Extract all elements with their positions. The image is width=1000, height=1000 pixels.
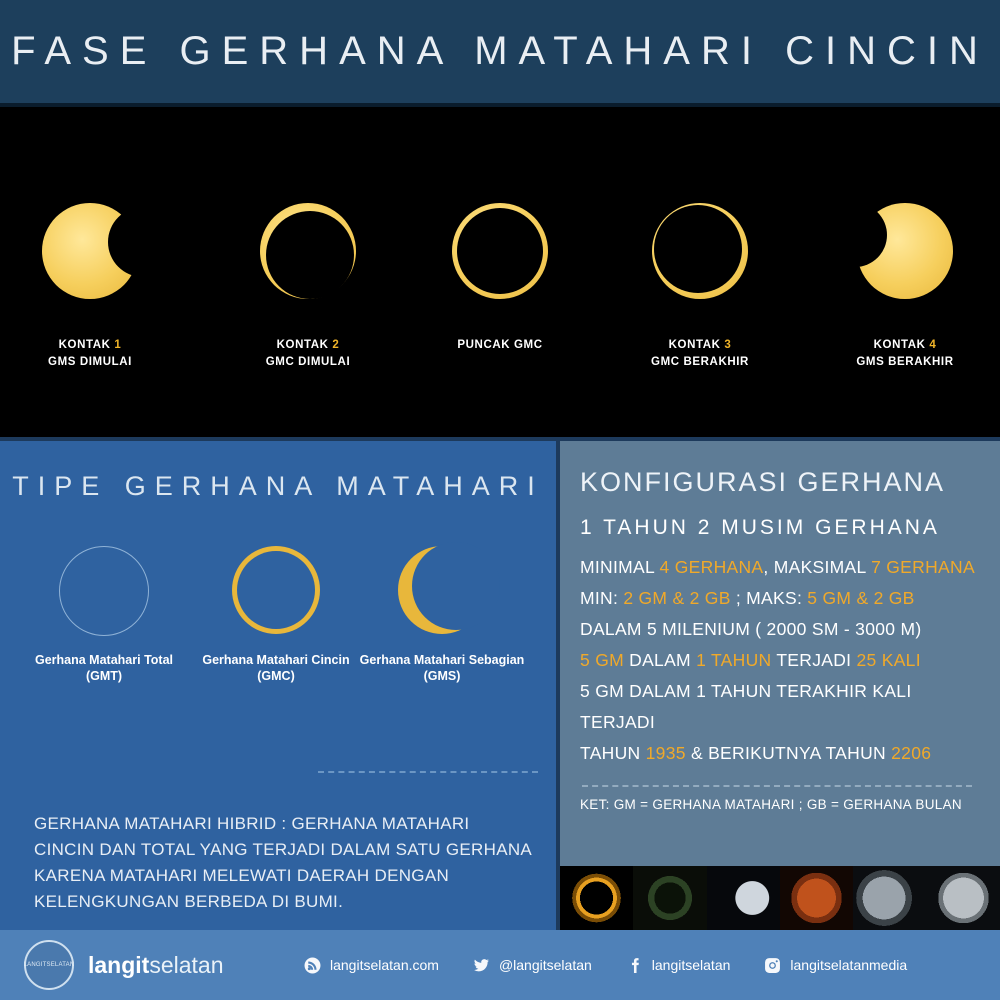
moon-disc-icon <box>457 208 543 294</box>
phase-5-label: KONTAK 4 GMS BERAKHIR <box>856 339 954 368</box>
photo-lunar-eclipse-partial <box>853 866 926 930</box>
type-annular-label: Gerhana Matahari Cincin <box>202 653 350 667</box>
langitselatan-seal-icon: LANGITSELATAN <box>24 940 74 990</box>
social-link-twitter[interactable] <box>473 957 592 974</box>
eclipse-photo-strip <box>560 866 1000 930</box>
photo-partial-eclipse <box>707 866 780 930</box>
social-links <box>304 957 907 974</box>
legend-note: KET: GM = GERHANA MATAHARI ; GB = GERHANA BULAN <box>580 797 962 812</box>
eclipse-types-list <box>0 542 556 712</box>
configuration-facts <box>580 516 984 812</box>
moon-disc-icon <box>108 207 178 277</box>
eclipse-types-title: TIPE GERHANA MATAHARI <box>12 471 544 501</box>
type-partial-label: Gerhana Matahari Sebagian <box>359 653 525 667</box>
phase-kontak-2 <box>208 203 408 371</box>
config-line-6: 5 GM DALAM 1 TAHUN TERAKHIR KALI TERJADI <box>580 681 912 732</box>
phase-1-graphic <box>0 203 190 323</box>
photo-total-eclipse-corona <box>633 866 706 930</box>
type-annular: Gerhana Matahari Cincin (GMC) <box>186 542 366 684</box>
social-label-twitter: @langitselatan <box>498 957 592 973</box>
phase-4-label: KONTAK 3 GMC BERAKHIR <box>651 339 749 368</box>
phase-kontak-1 <box>0 203 190 371</box>
phase-3-label: PUNCAK GMC <box>457 339 543 351</box>
moon-disc-icon <box>823 203 887 267</box>
config-line-4: DALAM 5 MILENIUM ( 2000 SM - 3000 M) <box>580 619 922 639</box>
phase-puncak <box>400 203 600 354</box>
eclipse-configuration-panel <box>560 441 1000 930</box>
footer <box>0 930 1000 1000</box>
phase-5-graphic <box>805 203 1000 323</box>
social-label-website: langitselatan.com <box>330 957 439 973</box>
config-line-1: 1 TAHUN 2 MUSIM GERHANA <box>580 516 940 539</box>
header <box>0 0 1000 107</box>
type-total-label: Gerhana Matahari Total <box>35 653 173 667</box>
twitter-icon <box>473 957 490 974</box>
social-link-instagram[interactable] <box>764 957 907 974</box>
type-partial: Gerhana Matahari Sebagian (GMS) <box>352 542 532 684</box>
brand[interactable] <box>24 940 304 990</box>
config-line-3: MIN: 2 GM & 2 GB ; MAKS: 5 GM & 2 GB <box>580 588 915 608</box>
social-label-instagram: langitselatanmedia <box>790 957 908 973</box>
phase-2-graphic <box>208 203 408 323</box>
config-line-5: 5 GM DALAM 1 TAHUN TERJADI 25 KALI <box>580 650 921 670</box>
moon-disc-icon <box>266 211 354 299</box>
page-title: FASE GERHANA MATAHARI CINCIN <box>11 29 989 73</box>
rss-icon <box>304 957 321 974</box>
photo-lunar-eclipse-total <box>780 866 853 930</box>
social-label-facebook: langitselatan <box>651 957 731 973</box>
facebook-icon <box>626 957 643 974</box>
photo-annular-eclipse <box>560 866 633 930</box>
phase-2-label: KONTAK 2 GMC DIMULAI <box>265 339 351 368</box>
brand-wordmark: langitselatan <box>88 951 224 978</box>
eclipse-phases-strip <box>0 107 1000 437</box>
configuration-title: KONFIGURASI GERHANA <box>580 467 946 497</box>
social-link-website[interactable] <box>304 957 439 974</box>
type-total: Gerhana Matahari Total (GMT) <box>14 542 194 684</box>
phase-1-label: KONTAK 1 GMS DIMULAI <box>48 339 132 368</box>
phase-kontak-3 <box>600 203 800 371</box>
hybrid-eclipse-text: GERHANA MATAHARI HIBRID : GERHANA MATAHARI CINCIN DAN TOTAL YANG TERJADI DALAM SATU GERHANA KARENA MATAHARI MELEWATI DAERAH DENGAN KELENGKUNGAN BERBEDA DI BUMI. <box>34 814 532 911</box>
config-line-2: MINIMAL 4 GERHANA, MAKSIMAL 7 GERHANA <box>580 557 975 577</box>
total-eclipse-icon <box>14 542 194 652</box>
annular-eclipse-icon <box>186 542 366 652</box>
social-link-facebook[interactable] <box>626 957 731 974</box>
divider <box>318 771 538 773</box>
moon-disc-icon <box>654 205 742 293</box>
config-line-7: TAHUN 1935 & BERIKUTNYA TAHUN 2206 <box>580 743 932 763</box>
instagram-icon <box>764 957 781 974</box>
partial-eclipse-icon <box>352 542 532 652</box>
photo-penumbral-moon <box>927 866 1000 930</box>
phase-3-graphic <box>400 203 600 323</box>
phase-4-graphic <box>600 203 800 323</box>
divider <box>582 785 972 787</box>
phase-kontak-4 <box>805 203 1000 371</box>
eclipse-types-panel <box>0 441 556 930</box>
